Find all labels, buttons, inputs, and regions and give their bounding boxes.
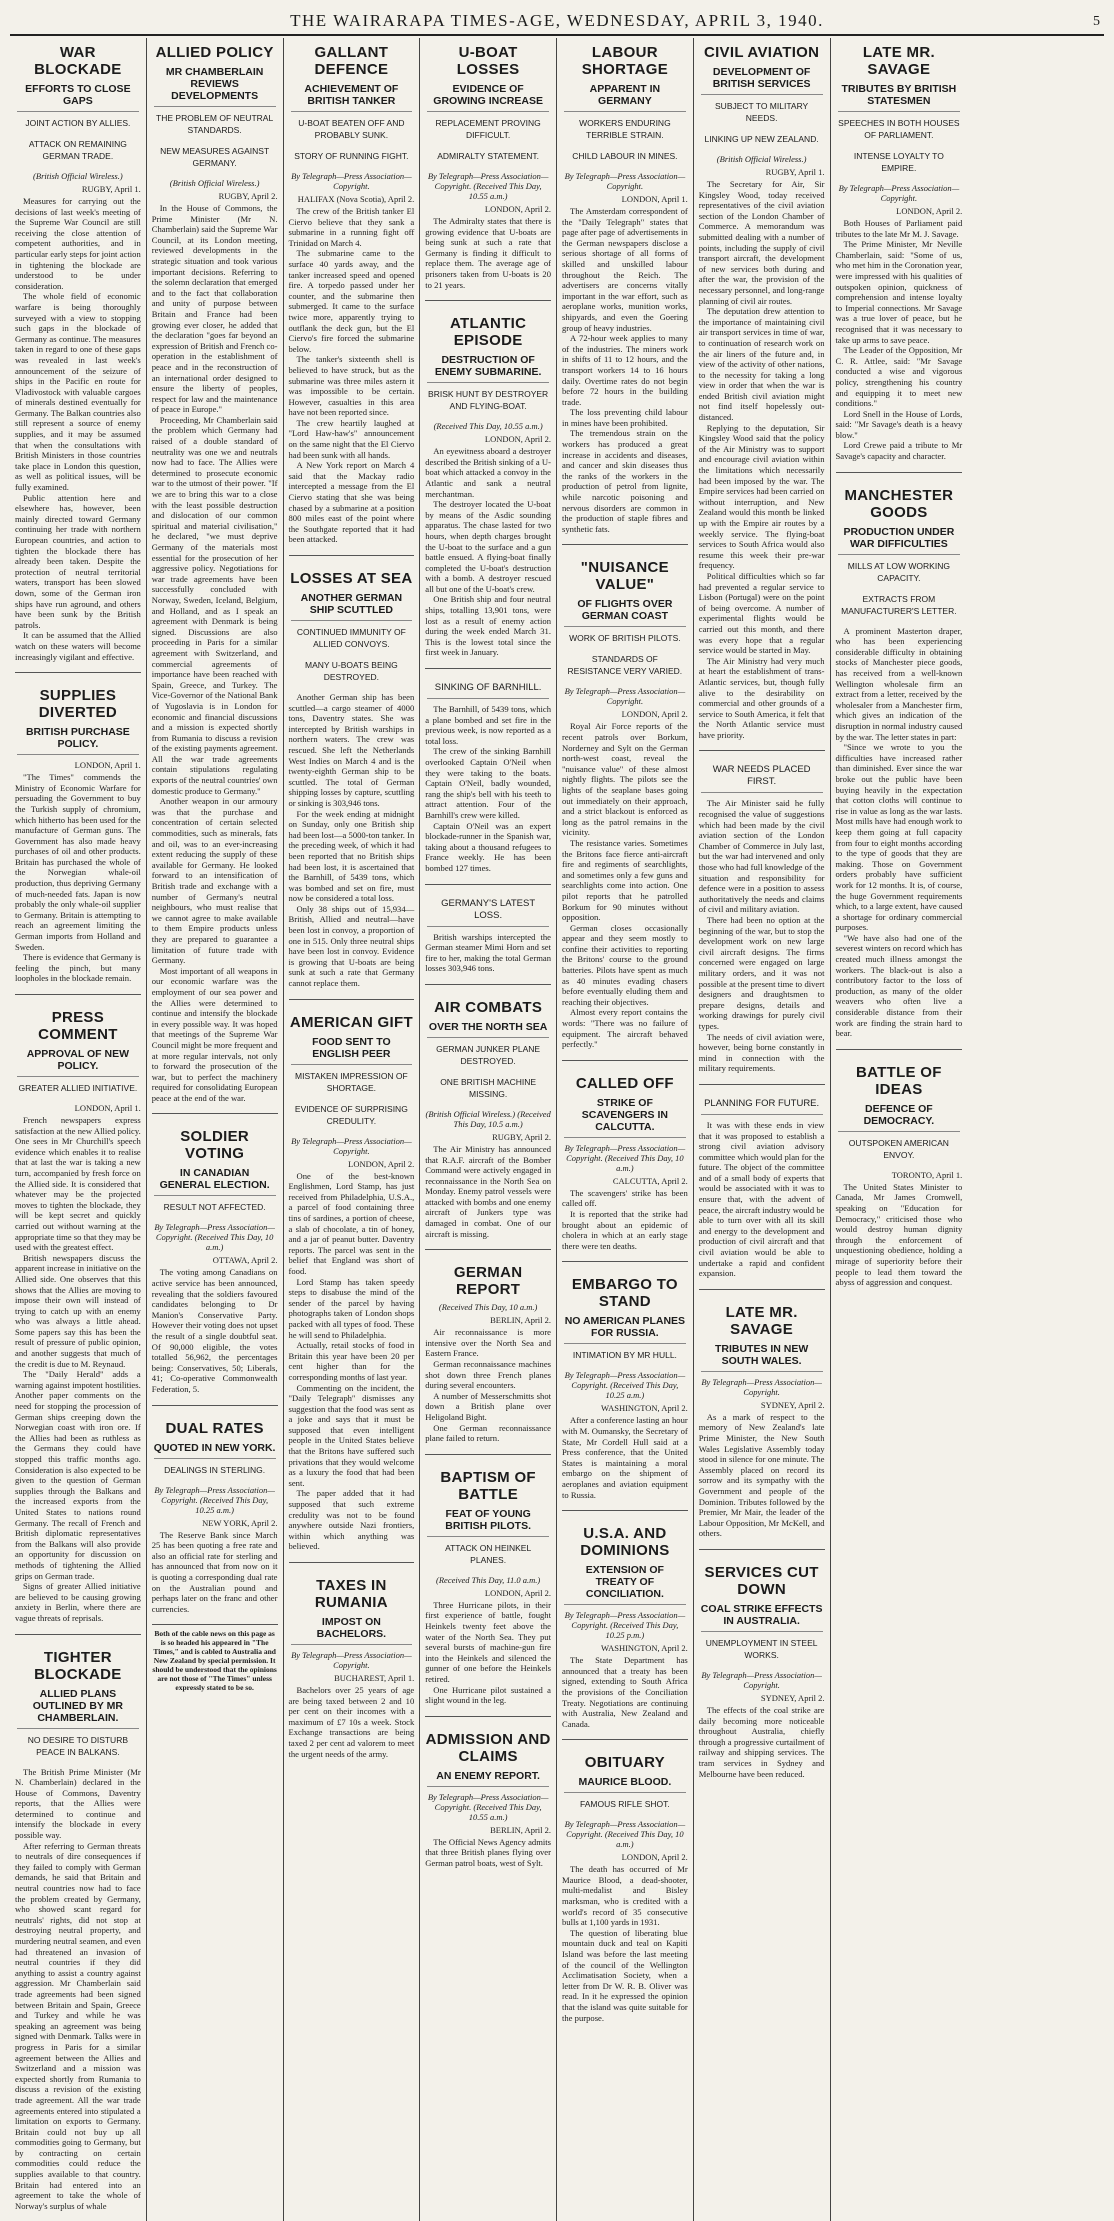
article-paragraph: The death has occurred of Mr Maurice Blood, a dead-shooter, multi-medalist and Bisley marksman, who is credited with a world's record of 35 consecutive bulls at 1,100 yards in 1931. — [562, 1864, 688, 1928]
article — [425, 1249, 551, 1444]
article-subheading: GREATER ALLIED INITIATIVE. — [18, 1083, 138, 1093]
article-subheading: OF FLIGHTS OVER GERMAN COAST — [564, 598, 686, 627]
article-byline: By Telegraph—Press Association—Copyright. (Received This Day, 10 a.m.) — [154, 1222, 275, 1253]
article — [425, 44, 551, 290]
article — [15, 994, 141, 1624]
article — [699, 750, 825, 1073]
article — [699, 44, 825, 740]
article-paragraph: The Secretary for Air, Sir Kingsley Wood, today received representatives of the civil aviation section of the London Chamber of Commerce. A memorandum was submitted dealing with a number of points, including the supply of civil transport aircraft, the development of new services both during and after the war, the provision of the necessary personnel, and long-range planning of civil air routes. — [698, 179, 825, 306]
article-headline: "NUISANCE VALUE" — [580, 559, 669, 594]
article-headline: AMERICAN GIFT — [289, 1013, 413, 1031]
article-subheading: UNEMPLOYMENT IN STEEL WORKS. — [705, 1637, 818, 1660]
article — [425, 668, 551, 874]
article-paragraph: In the House of Commons, the Prime Minister (Mr N. Chamberlain) said the Supreme War Council, at its London meeting, reviewed developments in the strategic situation and took various important decisions. Referring to the solemn declaration that emerged and to the fact that collaboration and unity of purpose between Britain and France had been growing ever closer, he added that the declaration "goes far beyond an expression of British and French co-operation in the establishment of peace and in the reconstruction of an international order designed to ensure the liberty of peoples, respect for law and the maintenance of peace in Europe." — [151, 203, 278, 415]
article-byline: By Telegraph—Press Association—Copyright. — [291, 171, 412, 191]
masthead-title: THE WAIRARAPA TIMES-AGE, WEDNESDAY, APRIL 3, 1940. — [290, 11, 824, 30]
article-subheading: BRISK HUNT BY DESTROYER AND FLYING-BOAT. — [428, 389, 549, 412]
article-byline: By Telegraph—Press Association—Copyright. (Received This Day, 10.25 p.m.) — [564, 1610, 686, 1641]
article-subheading: DEFENCE OF DEMOCRACY. — [838, 1103, 961, 1132]
article-paragraph: Commenting on the incident, the "Daily Telegraph" dismisses any suggestion that the food was sent as a joke and says that it must be supposed that even intelligent people in the United States believe that the Britons have suffered such privations that they would welcome as a luxury the food that had been sent. — [288, 1382, 415, 1488]
article-byline: By Telegraph—Press Association—Copyright. (Received This Day, 10 a.m.) — [564, 1142, 686, 1173]
article-paragraph: "The Times" commends the Ministry of Economic Warfare for persuading the Government to buy the Turkish supply of chromium, which hitherto has been used for the manufacture of German guns. The Government has also made heavy purchases of oil and other products. Britain has purchased the whole of the Norwegian whale-oil production, thus depriving Germany of much-needed fats. Japan is now probably the only whale-oil supplier to Germany. Britain is attempting to reach an agreement limiting the German imports from Holland and Sweden. — [15, 772, 141, 952]
article-subheading: EFFORTS TO CLOSE GAPS — [17, 83, 139, 112]
article-paragraph: Lord Stamp has taken speedy steps to disabuse the mind of the sender of the parcel by having photographs taken of London shops packed with all types of food. These he will send to Philadelphia. — [288, 1276, 415, 1340]
article-paragraph: The Air Ministry had very much at heart the establishment of trans-Atlantic services, but, though fully alive to the desirability on commercial and other grounds of a service to South America, it felt that the North Atlantic service must have priority. — [698, 655, 825, 740]
article-paragraph: Replying to the deputation, Sir Kingsley Wood said that the policy of the Air Ministry was to support and encourage civil aviation within the limitations which necessarily had been imposed by the war. The Empire services had been carried on without interruption, and New Zealand would this month be linked up with the Empire air routes by a weekly service. The flying-boat services to South Africa would also resume this week their pre-war frequency. — [698, 422, 825, 571]
article-paragraph: The Official News Agency admits that three British planes flying over German patrol boats, west of Sylt. — [425, 1836, 551, 1868]
article-paragraph: The tanker's sixteenth shell is believed to have struck, but as the submarine was three miles astern it was impossible to be certain. However, casualties in this area have not been reported since. — [288, 354, 415, 418]
article — [562, 1261, 688, 1500]
article-headline: WAR BLOCKADE — [34, 44, 122, 78]
article-headline: SERVICES CUT DOWN — [704, 1563, 819, 1598]
article-dateline: LONDON, April 1. — [621, 194, 688, 204]
article-byline: (Received This Day, 10.55 a.m.) — [433, 421, 543, 432]
article-byline: By Telegraph—Press Association—Copyright. (Received This Day, 10.25 a.m.) — [154, 1484, 275, 1515]
article-paragraph: As a mark of respect to the memory of New Zealand's late Prime Minister, the New South Wales Legislative Assembly today stood in silence for one minute. The Assembly placed on record its sorrow and its sympathy with the Government and people of the Dominion. Tributes followed by the Premier, Mr Mair, the leader of the Labour Opposition, Mr McKell, and others. — [698, 1411, 825, 1539]
article-paragraph: The deputation drew attention to the importance of maintaining civil air transport services in time of war, to continuation of research work on the air liners of the future and, in view of the activity of other nations, to the necessity for taking a long view in order that when the war is ended British civil aviation might not find itself hopelessly out-distanced. — [698, 306, 825, 423]
masthead — [10, 8, 1104, 36]
article — [152, 1113, 278, 1394]
article-paragraph: It can be assumed that the Allied watch on these waters will become increasingly vigilant and effective. — [15, 630, 141, 662]
article-subheading: DESTRUCTION OF ENEMY SUBMARINE. — [427, 354, 549, 383]
article-byline: By Telegraph—Press Association—Copyright. — [701, 1669, 822, 1690]
article-dateline: LONDON, April 2. — [621, 709, 688, 720]
article-subheading: TRIBUTES IN NEW SOUTH WALES. — [701, 1343, 823, 1372]
article-paragraph: The Barnhill, of 5439 tons, which a plane bombed and set fire in the previous week, is now reported as a total loss. — [425, 704, 551, 746]
article-byline: By Telegraph—Press Association—Copyright. — [564, 686, 686, 707]
article — [425, 884, 551, 974]
article-subheading: ADMIRALTY STATEMENT. — [437, 151, 540, 161]
article-headline: ADMISSION AND CLAIMS — [425, 1730, 551, 1765]
article-headline: TAXES IN RUMANIA — [314, 1577, 388, 1611]
article-headline: CIVIL AVIATION — [703, 44, 820, 61]
article-subheading: ONE BRITISH MACHINE MISSING. — [440, 1076, 537, 1099]
article-paragraph: One of the best-known Englishmen, Lord Stamp, has just received from Philadelphia, U.S.A., a parcel of food containing three tins of sardines, a portion of cheese, a slab of chocolate, a tin of honey, and a jar of peanut butter. Daventry reports. The parcel was sent in the belief that England was short of food. — [288, 1170, 415, 1276]
article-dateline: LONDON, April 2. — [621, 1852, 688, 1863]
article-subheading: TRIBUTES BY BRITISH STATESMEN — [838, 83, 961, 112]
article-paragraph: The scavengers' strike has been called off. — [562, 1187, 688, 1209]
article-byline: By Telegraph—Press Association—Copyright. — [291, 1135, 412, 1156]
article-paragraph: One German reconnaissance plane failed to return. — [425, 1422, 551, 1444]
article-subheading: AN ENEMY REPORT. — [427, 1770, 549, 1787]
article-paragraph: Both Houses of Parliament paid tributes to the late Mr M. J. Savage. — [835, 218, 963, 239]
article — [836, 1049, 963, 1288]
article-subheading: FAMOUS RIFLE SHOT. — [580, 1799, 670, 1810]
article-subheading: CHILD LABOUR IN MINES. — [572, 151, 678, 161]
article — [15, 672, 141, 984]
article-dateline: RUGBY, April 2. — [492, 1131, 551, 1142]
article-paragraph: Three Hurricane pilots, in their first experience of battle, fought Heinkels twenty feet above the water of the North Sea. They put several bursts of machine-gun fire into the Heinkels and silenced the gunner of one before the Heinkels retired. — [425, 1599, 551, 1684]
article-dateline: RUGBY, April 2. — [218, 191, 278, 201]
article — [425, 300, 551, 658]
article-byline: By Telegraph—Press Association—Copyright. (Received This Day, 10.25 a.m.) — [564, 1370, 686, 1401]
article-dateline: WASHINGTON, April 2. — [601, 1403, 688, 1414]
article-subheading: ATTACK ON HEINKEL PLANES. — [445, 1542, 532, 1565]
article-subheading: EVIDENCE OF GROWING INCREASE — [427, 83, 549, 112]
column-7 — [831, 38, 968, 2221]
article-subheading: NEW MEASURES AGAINST GERMANY. — [160, 146, 270, 168]
article-dateline: OTTAWA, April 2. — [212, 1255, 278, 1266]
article-paragraph: The "Daily Herald" adds a warning against impotent hostilities. Another paper comments on the need for stopping the procession of German ships creeping down the Norwegian coast with iron ore. If the Allies had been as ruthless as the Germans they could have stopped this traffic months ago. Consideration is also expected to be given to the question of German supplies through the Balkans and the increased exports from the United States to nations round Germany. The recall of French and British diplomatic representatives from the Balkans will also provide an opportunity for discussion on methods of tightening the Allied grips on German trade. — [15, 1369, 141, 1581]
article-paragraph: "We have also had one of the severest winters on record which has created much illness amongst the workers. The black-out is also a contributory factor to the loss of production, as many of the older weavers who often live a considerable distance from their work are finding the strain hard to bear. — [835, 932, 963, 1039]
article-headline: SOLDIER VOTING — [180, 1128, 250, 1163]
article — [562, 544, 688, 1049]
article-byline: By Telegraph—Press Association—Copyright. — [291, 1650, 412, 1670]
article-headline: BAPTISM OF BATTLE — [440, 1468, 536, 1503]
article-paragraph: The destroyer located the U-boat by means of the Asdic sounding apparatus. The chase lasted for two hours, when depth charges brought the U-boat to the surface and a gun battle ensued. A flying-boat finally completed the U-boat's destruction with a bomb. A destroyer rescued all but one of the U-boat's crew. — [425, 499, 551, 594]
article-headline: GERMAN REPORT — [453, 1264, 523, 1299]
article-dateline: RUGBY, April 1. — [765, 167, 825, 177]
article-subheading: SUBJECT TO MILITARY NEEDS. — [715, 101, 809, 123]
article — [289, 555, 415, 989]
article-paragraph: A prominent Masterton draper, who has been experiencing considerable difficulty in obtaining stocks of Manchester piece goods, has received from a well-known Wellington wholesale firm an extract from a letter, received by the wholesaler from a Manchester firm, which gives an indication of the disruption in normal industry caused by the war. The letter states in part: — [835, 625, 963, 742]
article-subheading: U-BOAT BEATEN OFF AND PROBABLY SUNK. — [298, 118, 405, 140]
article-headline: DUAL RATES — [165, 1419, 264, 1437]
article — [562, 44, 688, 534]
article-subheading: EXTENSION OF TREATY OF CONCILIATION. — [564, 1564, 686, 1605]
article-subheading: SPEECHES IN BOTH HOUSES OF PARLIAMENT. — [838, 118, 960, 140]
article-paragraph: The Admiralty states that there is growing evidence that U-boats are being sunk at such a rate that Germany is finding it difficult to replace them. The average age of prisoners taken from U-boats is 20 to 21 years. — [425, 216, 551, 290]
article-columns — [10, 38, 1104, 2211]
article-paragraph: German closes occasionally appear and they seem mostly to confine their activities to reporting the Britons' course to the ground batteries. Pilots have spent as much as 40 minutes evading chasers before eventually eluding them and reaching their objectives. — [562, 922, 688, 1007]
column-5 — [557, 38, 694, 2221]
article-subheading: ANOTHER GERMAN SHIP SCUTTLED — [291, 592, 413, 621]
article-subheading: NO DESIRE TO DISTURB PEACE IN BALKANS. — [27, 1734, 129, 1757]
article-subheading: INTIMATION BY MR HULL. — [572, 1350, 677, 1361]
article-paragraph: British warships intercepted the German steamer Mimi Horn and set fire to her, making the total German losses 303,946 tons. — [425, 931, 551, 974]
article-subheading: DEALINGS IN STERLING. — [164, 1464, 266, 1475]
article-dateline: WASHINGTON, April 2. — [601, 1643, 688, 1654]
article-subheading: SINKING OF BARNHILL. — [427, 682, 549, 699]
article-byline: (British Official Wireless.) — [169, 178, 260, 188]
article-subheading: STANDARDS OF RESISTANCE VERY VARIED. — [567, 654, 683, 677]
article-paragraph: Air reconnaissance is more intensive over the North Sea and Eastern France. — [425, 1327, 551, 1359]
article-paragraph: An eyewitness aboard a destroyer described the British sinking of a U-boat which attacked a convoy in the Atlantic and sank a neutral merchantman. — [425, 446, 551, 499]
article-byline: (Received This Day, 11.0 a.m.) — [436, 1574, 541, 1585]
article-dateline: BUCHAREST, April 1. — [334, 1673, 415, 1683]
article-byline: (British Official Wireless.) — [33, 171, 123, 181]
article — [152, 44, 278, 1103]
article-paragraph: A 72-hour week applies to many of the industries. The miners work in shifts of 11 to 12 hours, and the transport workers 14 to 16 hours daily. Overtime rates do not begin before 72 hours in the building trade. — [562, 333, 688, 407]
article-paragraph: Proceeding, Mr Chamberlain said the problem which Germany had raised of a double standard of neutrality was one we and neutrals now had to face. The Allies were determined to prosecute economic war to the utmost of their power. "If we are to bring this war to a close with the least possible destruction and dislocation of our common spiritual and material civilisation," he declared, "we must deprive Germany of the materials most essential for the prosecution of her aggressive policy. Negotiations for war trade agreements have been successfully concluded with Norway, Sweden, Iceland, Belgium, and Holland, and as I speak an agreement with Denmark is being signed. Discussions are also proceeding in Paris for a similar agreement with Switzerland, and commercial agreements of importance have been reached with Spain, Greece, and Turkey. The Vice-Governor of the National Bank of Yugoslavia is in London for economic and financial discussions and a mission is expected shortly from Rumania to discuss a revision of the existing payments agreement. All the war trade agreements contain stipulations regulating exports of the neutral countries' own domestic produce to Germany." — [151, 414, 278, 796]
article-dateline: NEW YORK, April 2. — [202, 1517, 278, 1528]
article-subheading: REPLACEMENT PROVING DIFFICULT. — [435, 118, 541, 140]
article-byline: By Telegraph—Press Association—Copyright. — [838, 183, 960, 203]
article-subheading: WORKERS ENDURING TERRIBLE STRAIN. — [579, 118, 671, 140]
article-paragraph: Most important of all weapons in our economic warfare was the employment of our sea power and the Allies were determined to continue and intensify the blockade in every possible way. It was hoped that meetings of the Supreme War Council might be more frequent and at more regular intervals, not only to forward the prosecution of the war, but to perfect the machinery required for consolidating European peace at the end of the war. — [151, 965, 278, 1103]
article-paragraph: Royal Air Force reports of the recent patrols over Borkum, Norderney and Sylt on the German north-west coast, reveal the "nuisance value" of these almost nightly flights. The pilots see the lights of the seaplane bases going out immediately on their approach, and a strict blackout is enforced as long as the patrol remains in the vicinity. — [562, 721, 688, 838]
article-headline: ALLIED POLICY — [155, 44, 274, 61]
article-paragraph: The Reserve Bank since March 25 has been quoting a free rate and also an official rate for sterling and has announced that from now on it is quoting a corresponding dual rate on the Australian pound and perhaps later on the franc and other currencies. — [151, 1529, 278, 1614]
cable-news-footnote: Both of the cable news on this page as is so headed his appeared in "The Times," and is cabled to Australia and New Zealand by special permission. It should be understood that the opinions are not those of "The Times" unless expressly stated to be so. — [152, 1624, 278, 1692]
article-paragraph: A number of Messerschmitts shot down a British plane over Heligoland Bight. — [425, 1390, 551, 1422]
article-paragraph: The Air Minister said he fully recognised the value of suggestions which had been made by the civil aviation section of the London Chamber of Commerce in July last, but the war had intervened and only those who had full knowledge of the situation and responsibility for defence were in a position to assess authoritatively the needs and claims of civil and military aviation. — [698, 798, 825, 915]
article-paragraph: For the week ending at midnight on Sunday, only one British ship had been lost—a 5000-ton tanker. In the preceding week, of which it had been reported that no British ships had been lost, it is ascertained that the Barnhill, of 5439 tons, which was bombed and set on fire, must now be considered a total loss. — [288, 808, 415, 904]
article — [289, 44, 415, 545]
article-paragraph: The loss preventing child labour in mines have been prohibited. — [562, 407, 688, 428]
article-subheading: NO AMERICAN PLANES FOR RUSSIA. — [564, 1315, 686, 1344]
article-dateline: SYDNEY, April 2. — [760, 1399, 825, 1410]
article-dateline: LONDON, April 2. — [484, 204, 551, 214]
article-subheading: IN CANADIAN GENERAL ELECTION. — [154, 1167, 276, 1196]
article-subheading: OVER THE NORTH SEA — [427, 1021, 549, 1038]
article-dateline: LONDON, April 1. — [74, 1103, 141, 1113]
article-headline: PRESS COMMENT — [38, 1009, 118, 1043]
article-paragraph: A New York report on March 4 said that the Mackay radio intercepted a message from the El Ciervo stating that she was being chased by a submarine at a position 800 miles east of the point where the Southgate reported that it had been attacked. — [288, 460, 415, 545]
article-subheading: INTENSE LOYALTY TO EMPIRE. — [853, 151, 944, 173]
article-dateline: LONDON, April 2. — [484, 1587, 551, 1598]
article-subheading: WORK OF BRITISH PILOTS. — [569, 633, 681, 644]
article-subheading: GERMANY'S LATEST LOSS. — [427, 898, 549, 927]
article-paragraph: German reconnaissance machines shot down three French planes during several encounters. — [425, 1359, 551, 1391]
article — [15, 1634, 141, 2212]
article — [836, 472, 963, 1039]
article-subheading: APPARENT IN GERMANY — [564, 83, 686, 112]
article-paragraph: The voting among Canadians on active service has been announced, revealing that the soldiers favoured candidates belonging to Dr Manion's Conservative Party. However their voting does not upset the result of a single doubtful seat. Of 90,000 eligible, the votes totalled 56,962, the percentages being: Conservatives, 50; Liberals, 41; Co-operative Commonwealth Federation, 5. — [151, 1267, 278, 1394]
article — [699, 1289, 825, 1539]
article — [562, 1739, 688, 2023]
article — [699, 1549, 825, 1779]
article-paragraph: The tremendous strain on the workers has produced a great increase in accidents and diseases, and cancer and skin diseases thus the ranks of the workers in the production of petrol from lignite, while narcotic poisoning and nervous disorders are common in the production of staple fibres and synthetic fats. — [562, 428, 688, 534]
article-paragraph: The question of liberating blue mountain duck and teal on Kapiti Island was before the last meeting of the council of the Wellington Acclimatisation Society, when a letter from Dr W. R. B. Oliver was read. In it he expressed the opinion that the island was quite suitable for the purpose. — [562, 1927, 688, 2023]
article-paragraph: The needs of civil aviation were, however, being borne constantly in mind in connection with the military requirements. — [698, 1031, 825, 1074]
article-paragraph: After referring to German threats to neutrals of dire consequences if they failed to comply with German demands, he said that Britain and neutral countries now had to face the problem created by Germany, who showed scant regard for neutrals' rights, did not stop at destroying neutral property, and murdering neutral seamen, and even had threatened an invasion of neutral countries if they did anything to assist a country against aggression. Mr Chamberlain said trade agreements had been signed between Britain and Spain, Greece and Turkey and while he was speaking an agreement was being signed with Denmark. Talks were in progress in Paris for a similar agreement between the Allies and Switzerland and a mission was expected shortly from Rumania to discuss a revision of the existing trade agreement. All the war trade agreements entered into stipulated a limitation on exports to Germany. Britain could not buy up all commodities going to Germany, but by contracting on certain commodities could reduce the supplies available to that country. Britain had entered into an agreement to take the whole of Norway's surplus of whale — [15, 1840, 141, 2211]
article — [425, 1454, 551, 1706]
article-byline: By Telegraph—Press Association—Copyright. (Received This Day, 10.55 a.m.) — [427, 171, 549, 201]
article-paragraph: There is evidence that Germany is feeling the pinch, but many loopholes in the blockade remain. — [15, 952, 141, 984]
article-headline: EMBARGO TO STAND — [571, 1276, 678, 1311]
article-paragraph: Public attention here and elsewhere has, however, been mainly directed toward Germany continuing her trade with northern European countries, and action to tighten the blockade there has already been taken. Despite the protection of neutral territorial waters, transport has been slowed down, some of the German iron ships have run aground, and others have been sunk by the British patrols. — [15, 492, 141, 630]
article-paragraph: Lord Snell in the House of Lords, said: "Mr Savage's death is a heavy blow." — [835, 408, 963, 440]
article-subheading: FOOD SENT TO ENGLISH PEER — [291, 1036, 413, 1065]
article — [289, 999, 415, 1552]
article-subheading: STORY OF RUNNING FIGHT. — [294, 151, 409, 161]
article-headline: TIGHTER BLOCKADE — [34, 1648, 122, 1683]
article — [699, 1084, 825, 1279]
article-subheading: MILLS AT LOW WORKING CAPACITY. — [847, 560, 950, 583]
article — [15, 44, 141, 662]
article-paragraph: The effects of the coal strike are daily becoming more noticeable throughout Australia, chiefly through a progressive curtailment of railway and shipping services. The tram services in Sydney and Melbourne have been reduced. — [698, 1704, 825, 1779]
article-paragraph: Lord Crewe paid a tribute to Mr Savage's capacity and character. — [835, 440, 963, 462]
article-subheading: WAR NEEDS PLACED FIRST. — [701, 764, 823, 793]
article-paragraph: One Hurricane pilot sustained a slight wound in the leg. — [425, 1684, 551, 1706]
article-dateline: RUGBY, April 1. — [81, 184, 141, 194]
article-subheading: QUOTED IN NEW YORK. — [154, 1442, 276, 1459]
article-subheading: LINKING UP NEW ZEALAND. — [704, 134, 819, 144]
article-headline: LATE MR. SAVAGE — [862, 44, 935, 78]
article — [152, 1405, 278, 1615]
article-byline: (British Official Wireless.) (Received This Day, 10.5 a.m.) — [425, 1108, 551, 1129]
article-subheading: COAL STRIKE EFFECTS IN AUSTRALIA. — [701, 1603, 823, 1632]
article-byline: By Telegraph—Press Association—Copyright. — [701, 1376, 822, 1397]
article-byline: By Telegraph—Press Association—Copyright. (Received This Day, 10.55 a.m.) — [427, 1791, 549, 1822]
article-headline: SUPPLIES DIVERTED — [38, 687, 117, 722]
article-subheading: ALLIED PLANS OUTLINED BY MR CHAMBERLAIN. — [17, 1688, 139, 1729]
article-byline: (British Official Wireless.) — [716, 154, 807, 164]
article-dateline: LONDON, April 2. — [348, 1158, 415, 1169]
article — [562, 1510, 688, 1729]
column-6 — [694, 38, 831, 2221]
article-subheading: BRITISH PURCHASE POLICY. — [17, 726, 139, 755]
article-subheading: ATTACK ON REMAINING GERMAN TRADE. — [28, 139, 127, 161]
article-headline: U.S.A. AND DOMINIONS — [580, 1525, 670, 1560]
article-paragraph: The Amsterdam correspondent of the "Daily Telegraph" states that page after page of advertisements in the German newspapers disclose a serious shortage of all forms of skilled and unskilled labour throughout the Reich. The advertisers are concerns vitally important in the war effort, such as aeroplane works, munition works, shipyards, and even the Goering group of heavy industries. — [562, 206, 688, 333]
article-subheading: MISTAKEN IMPRESSION OF SHORTAGE. — [295, 1070, 408, 1093]
article-headline: LABOUR SHORTAGE — [581, 44, 669, 78]
article-paragraph: Another German ship has been scuttled—a cargo steamer of 4000 tons, Daventry states. She was intercepted by British warships in northern waters. The crew was rescued. She left the Netherlands West Indies on March 4 and is the twenty-eighth German ship to be scuttled. The total of German shipping losses by capture, scuttling or sinking is 303,946 tons. — [288, 692, 415, 808]
article-headline: ATLANTIC EPISODE — [449, 315, 527, 350]
article-dateline: CALCUTTA, April 2. — [612, 1175, 688, 1186]
article — [425, 984, 551, 1239]
article — [836, 44, 963, 462]
article-dateline: TORONTO, April 1. — [891, 1169, 963, 1180]
article-subheading: EVIDENCE OF SURPRISING CREDULITY. — [294, 1103, 408, 1126]
article-subheading: ACHIEVEMENT OF BRITISH TANKER — [291, 83, 413, 112]
article-paragraph: Captain O'Neil was an expert blockade-runner in the Spanish war, taking about a thousand refugees to France weekly. He has been bombed 127 times. — [425, 820, 551, 873]
article-subheading: FEAT OF YOUNG BRITISH PILOTS. — [427, 1508, 549, 1537]
article-subheading: EXTRACTS FROM MANUFACTURER'S LETTER. — [841, 593, 957, 616]
article-dateline: HALIFAX (Nova Scotia), April 2. — [297, 194, 415, 204]
article-headline: LATE MR. SAVAGE — [725, 1303, 798, 1338]
article-dateline: LONDON, April 2. — [896, 206, 963, 216]
column-3 — [284, 38, 421, 2221]
article-paragraph: The crew of the sinking Barnhill overlooked Captain O'Neil when they were taking to the boats. Captain O'Neil, badly wounded, rang the ship's bell with his teeth to attract attention. Four of the Barnhill's crew were killed. — [425, 746, 551, 820]
article-subheading: STRIKE OF SCAVENGERS IN CALCUTTA. — [564, 1097, 686, 1138]
article-paragraph: Actually, retail stocks of food in Britain this year have been 20 per cent higher than for the corresponding months of last year. — [288, 1340, 415, 1382]
article-paragraph: Political difficulties which so far had prevented a regular service to Lisbon (Portugal) were on the point of being overcome. A number of experimental flights would be carried out this month, and there was every hope that a regular service would be started in May. — [698, 570, 825, 656]
article-dateline: LONDON, April 1. — [74, 760, 141, 771]
article-paragraph: The resistance varies. Sometimes the Britons face fierce anti-aircraft fire and regiments of searchlights, and sometimes only a few guns and searchlights come into action. One pilot reports that he patrolled Borkum for 90 minutes without opposition. — [562, 837, 688, 923]
article-paragraph: Another weapon in our armoury was that the purchase and concentration of certain selected commodities, such as minerals, fats and oil, was to an ever-increasing extent reducing the supply of these available for Germany. He looked forward to an intensification of British trade and exchange with a number of Germany's neutral neighbours, who must realise that we cannot agree to make available to them Empire products unless they are prepared to guarantee a limitation of future trade with Germany. — [151, 796, 278, 966]
article-subheading: GERMAN JUNKER PLANE DESTROYED. — [436, 1043, 541, 1066]
article-paragraph: Almost every report contains the words: "There was no failure of equipment. The aircraft behaved perfectly." — [562, 1007, 688, 1050]
article-paragraph: The Air Ministry has announced that R.A.F. aircraft of the Bomber Command were actively engaged in reconnaissance in the North Sea on Monday. Enemy patrol vessels were attacked with bombs and one enemy aircraft of Junkers type was damaged in combat. One of our aircraft is missing. — [425, 1143, 551, 1239]
article-headline: CALLED OFF — [575, 1074, 674, 1092]
article-paragraph: It was with these ends in view that it was proposed to establish a strong civil aviation advisory committee which would plan for the future. The object of the committee and of a small body of experts that would be associated with it was to ensure that, with the advent of peace, the aircraft industry would be able to turn over with all its skill and energy to the development and production of civil aircraft and that civil aviation would be able to undertake a rapid and confident expansion. — [698, 1119, 825, 1279]
article-byline: By Telegraph—Press Association—Copyright. — [564, 171, 686, 191]
article — [562, 1060, 688, 1252]
article-paragraph: The crew heartily laughed at "Lord Haw-haw's" announcement on the same night that the El Ciervo had been sunk with all hands. — [288, 417, 415, 460]
article-subheading: THE PROBLEM OF NEUTRAL STANDARDS. — [156, 113, 274, 135]
article-byline: (Received This Day, 10 a.m.) — [438, 1302, 538, 1313]
article-subheading: MR CHAMBERLAIN REVIEWS DEVELOPMENTS — [154, 66, 276, 107]
article-paragraph: Only 38 ships out of 15,934—British, Allied and neutral—have been lost in convoy, a proportion of one in 515. Only three neutral ships have been lost in convoy. Evidence is growing that U-boats are being sunk at such a rate that Germany cannot replace them. — [288, 903, 415, 989]
article-paragraph: After a conference lasting an hour with M. Oumansky, the Secretary of State, Mr Cordell Hull said at a Press conference, that the United States is maintaining a moral embargo on the shipment of aeroplanes and aviation equipment to Russia. — [562, 1415, 688, 1500]
article-paragraph: British newspapers discuss the apparent increase in initiative on the Allied side. One observes that this shows that the Allies are moving to impose their own will instead of trying to catch up with an enemy who was always a little ahead. Some papers say this has been the result of pressure of public opinion, and another suggests that much of the credit is due to M. Reynaud. — [15, 1252, 141, 1369]
article-paragraph: French newspapers express satisfaction at the new Allied policy. One sees in Mr Churchill's speech evidence which enables it to realise that at last the war is taking a new turn, accompanied by fresh force on the Allied side. It is considered that whatever may be the projected moves to tighten the blockade, they will be kept secret and quickly carried out without warning at the appropriate time so that they may be used with the greatest effect. — [15, 1115, 141, 1253]
article-dateline: LONDON, April 2. — [484, 434, 551, 445]
article-subheading: IMPOST ON BACHELORS. — [291, 1616, 413, 1645]
article-paragraph: The British Prime Minister (Mr N. Chamberlain) declared in the House of Commons, Daventry reports, that the Allies were determined to continue and intensify the blockade in every possible way. — [15, 1766, 141, 1841]
article-paragraph: The whole field of economic warfare is being thoroughly surveyed with a view to stopping such gaps in the blockade of Germany as continue. The measures taken in regard to one of these gaps was revealed in last week's announcement of the seizure of ships in the Pacific en route for Vladivostock with valuable cargoes of minerals destined eventually for Germany. The Balkan countries also still represent a source of enemy supplies, and it may be assumed that when the consultations with British Ministers in those countries take place in London this question, as well as political issues, will be fully examined. — [15, 291, 141, 493]
article-paragraph: Measures for carrying out the decisions of last week's meeting of the Supreme War Council are still receiving the close attention of competent authorities, and in particular early steps for joint action in tightening the blockade are understood to be under consideration. — [15, 196, 141, 291]
article-paragraph: The United States Minister to Canada, Mr James Cromwell, speaking on "Education for Democracy," criticised those who would destroy human dignity through the enforcement of unquestioning obedience, holding a mirage of superiority before their people to lead them toward the abyss of aggression and conquest. — [835, 1181, 963, 1288]
article-paragraph: The State Department has announced that a treaty has been signed, extending to South Africa the provisions of the Conciliation Treaty. Negotiations are continuing with Australia, New Zealand and Canada. — [562, 1655, 688, 1729]
article-paragraph: There had been no option at the beginning of the war, but to stop the development work on new large civil aircraft designs. The firms concerned were engaged on large military orders, and it was not possible at the present time to divert designers and draughtsmen to prepare designs, details and working drawings for purely civil types. — [698, 915, 825, 1031]
article-paragraph: The Prime Minister, Mr Neville Chamberlain, said: "Some of us, who met him in the Coronation year, were impressed with his qualities of outspoken opinion, quickness of comprehension and intense loyalty to Imperial connections. Mr Savage was a true lover of peace, but he recognised that it was necessary to take up arms to save peace. — [835, 239, 963, 345]
article-headline: OBITUARY — [584, 1754, 665, 1772]
article-paragraph: "Since we wrote to you the difficulties have increased rather than diminished. Ever since the war broke out the public have been buying heavily in the expectation that cotton cloths will continue to rise in value as long as the war lasts. Most mills have had enough work to keep them going at full capacity from four to eight months according to the type of goods that they are making. Those on Government orders probably have sufficient work for 12 months. It is, of course, the huge Government requirements which, to a large extent, have caused a shortage for ordinary commercial purposes. — [835, 742, 963, 933]
article-subheading: PRODUCTION UNDER WAR DIFFICULTIES — [838, 526, 961, 555]
article-paragraph: Signs of greater Allied initiative are believed to be causing growing anxiety in Berlin, where there are vague threats of reprisals. — [15, 1581, 141, 1623]
article-paragraph: The crew of the British tanker El Ciervo believe that they sank a submarine in a running fight off Trinidad on March 4. — [288, 206, 415, 248]
article-subheading: RESULT NOT AFFECTED. — [163, 1202, 266, 1213]
article-paragraph: The Leader of the Opposition, Mr C. R. Attlee, said: "Mr Savage conducted a wise and vigorous policy, strengthening his country and equipping it to meet new conditions." — [835, 345, 963, 409]
article-subheading: DEVELOPMENT OF BRITISH SERVICES — [701, 66, 823, 95]
column-1 — [10, 38, 147, 2221]
page-number: 5 — [1093, 14, 1100, 29]
article-headline: AIR COMBATS — [434, 998, 543, 1016]
column-4 — [420, 38, 557, 2221]
article-subheading: CONTINUED IMMUNITY OF ALLIED CONVOYS. — [296, 627, 406, 649]
article-headline: GALLANT DEFENCE — [314, 44, 389, 78]
article-headline: MANCHESTER GOODS — [844, 486, 954, 521]
article-byline: By Telegraph—Press Association—Copyright. (Received This Day, 10 a.m.) — [564, 1819, 686, 1850]
article-dateline: BERLIN, April 2. — [490, 1315, 551, 1326]
article-dateline: SYDNEY, April 2. — [760, 1692, 825, 1703]
article-paragraph: One British ship and four neutral ships, totalling 13,901 tons, were lost as a result of enemy action during the week ended March 31. This is the lowest total since the first week in January. — [425, 594, 551, 658]
article-paragraph: Bachelors over 25 years of age are being taxed between 2 and 10 per cent on their incomes with a maximum of £7 10s a week. Stock Exchange transactions are being taxed 2 per cent ad valorem to meet the urgent needs of the army. — [288, 1685, 415, 1759]
column-2 — [147, 38, 284, 2221]
article-headline: U-BOAT LOSSES — [456, 44, 520, 78]
article-dateline: BERLIN, April 2. — [490, 1824, 551, 1835]
article — [289, 1562, 415, 1759]
article-subheading: MAURICE BLOOD. — [564, 1776, 686, 1793]
article-subheading: PLANNING FOR FUTURE. — [701, 1098, 823, 1115]
article-subheading: APPROVAL OF NEW POLICY. — [17, 1048, 139, 1077]
article-paragraph: The submarine came to the surface 40 yards away, and the tanker increased speed and opened fire. A torpedo passed under her counter, and the submarine then submerged. It came to the surface twice more, apparently trying to outflank the deck gun, but the El Ciervo's fire forced the submarine below. — [288, 248, 415, 354]
article-headline: BATTLE OF IDEAS — [856, 1063, 942, 1098]
article-subheading: JOINT ACTION BY ALLIES. — [25, 118, 131, 128]
article — [425, 1716, 551, 1869]
article-subheading: MANY U-BOATS BEING DESTROYED. — [305, 660, 398, 682]
article-paragraph: It is reported that the strike had brought about an epidemic of cholera in which at an early stage there were ten deaths. — [562, 1209, 688, 1251]
article-headline: LOSSES AT SEA — [290, 570, 413, 587]
article-subheading: OUTSPOKEN AMERICAN ENVOY. — [848, 1137, 949, 1160]
article-paragraph: The paper added that it had supposed that such extreme credulity was not to be found anywhere outside Nazi frontiers, within which anything was believed. — [288, 1488, 415, 1552]
